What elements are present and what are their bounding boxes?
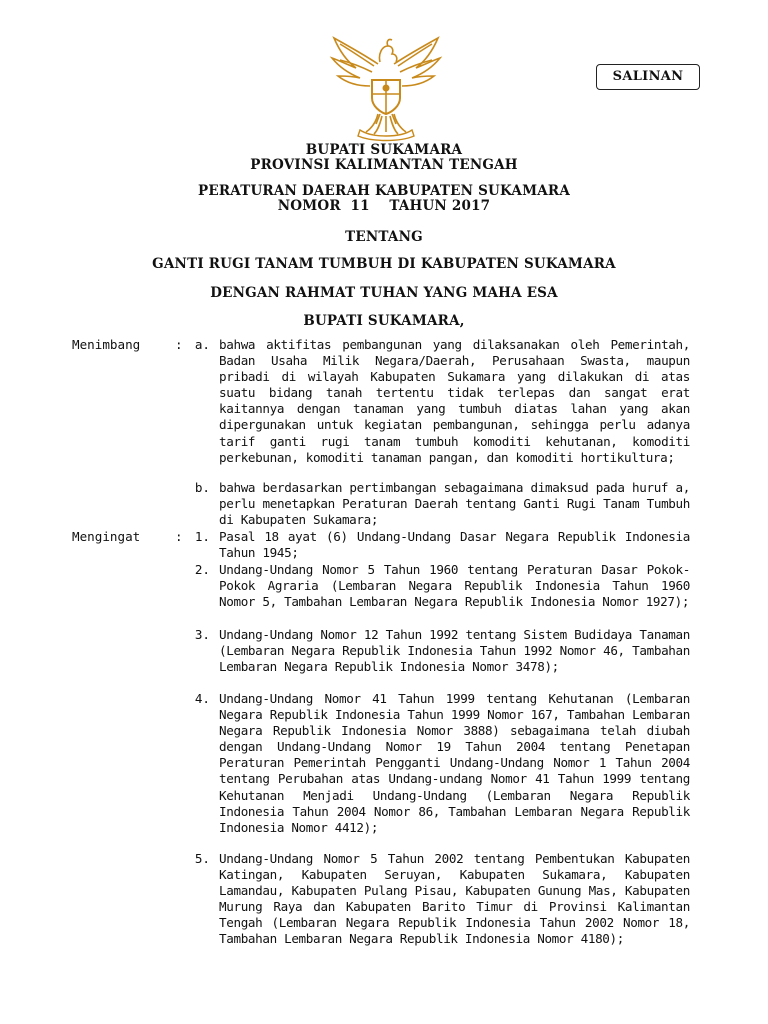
- menimbang-item-a: bahwa aktifitas pembangunan yang dilaksanakan oleh Pemerintah, Badan Usaha Milik Negara/Daerah, Perusahaan Swasta, maupun pribadi di wilayah Kabupaten Sukamara yang dilakukan di atas suatu bidang tanah tertentu tidak terlepas dan sangat erat kaitannya dengan tanaman yang tumbuh diatas lahan yang akan dipergunakan untuk kegiatan pembangunan, sehingga perlu adanya tarif ganti rugi tanam tumbuh komoditi kehutanan, komoditi perkebunan, komoditi tanaman pangan, dan komoditi hortikultura;: [219, 337, 690, 465]
- mengingat-colon: :: [175, 529, 183, 544]
- menimbang-colon: :: [175, 337, 183, 352]
- about-heading: TENTANG: [345, 229, 423, 245]
- mengingat-marker-2: 2.: [194, 562, 210, 577]
- mengingat-marker-3: 3.: [194, 627, 210, 642]
- menimbang-marker-a: a.: [194, 337, 210, 352]
- province-title: PROVINSI KALIMANTAN TENGAH: [250, 157, 518, 173]
- official-title: BUPATI SUKAMARA: [305, 142, 463, 158]
- mengingat-label: Mengingat: [72, 529, 141, 544]
- subject-title: GANTI RUGI TANAM TUMBUH DI KABUPATEN SUKAMARA: [152, 256, 616, 272]
- menimbang-marker-b: b.: [194, 480, 210, 495]
- mengingat-item-5: Undang-Undang Nomor 5 Tahun 2002 tentang Pembentukan Kabupaten Katingan, Kabupaten Seruyan, Kabupaten Sukamara, Kabupaten Lamandau, Kabupaten Pulang Pisau, Kabupaten Gunung Mas, Kabupaten Murung Raya dan Kabupaten Barito Timur di Provinsi Kalimantan Tengah (Lembaran Negara Republik Indonesia Tahun 2002 Nomor 18, Tambahan Lembaran Negara Republik Indonesia Nomor 4180);: [219, 851, 690, 947]
- regulation-title: PERATURAN DAERAH KABUPATEN SUKAMARA: [198, 183, 570, 199]
- mengingat-marker-4: 4.: [194, 691, 210, 706]
- issuer: BUPATI SUKAMARA,: [303, 313, 465, 329]
- mengingat-item-3: Undang-Undang Nomor 12 Tahun 1992 tentang Sistem Budidaya Tanaman (Lembaran Negara Republik Indonesia Tahun 1992 Nomor 46, Tambahan Lembaran Negara Republik Indonesia Nomor 3478);: [219, 627, 690, 675]
- menimbang-label: Menimbang: [72, 337, 141, 352]
- menimbang-item-b: bahwa berdasarkan pertimbangan sebagaimana dimaksud pada huruf a, perlu menetapkan Peraturan Daerah tentang Ganti Rugi Tanam Tumbuh di Kabupaten Sukamara;: [219, 480, 690, 528]
- mengingat-item-2: Undang-Undang Nomor 5 Tahun 1960 tentang Peraturan Dasar Pokok-Pokok Agraria (Lembaran Negara Republik Indonesia Tahun 1960 Nomor 5, Tambahan Lembaran Negara Republik Indonesia Nomor 1927);: [219, 562, 690, 610]
- mengingat-marker-5: 5.: [194, 851, 210, 866]
- mengingat-marker-1: 1.: [194, 529, 210, 544]
- mengingat-item-4: Undang-Undang Nomor 41 Tahun 1999 tentang Kehutanan (Lembaran Negara Republik Indonesia Tahun 1999 Nomor 167, Tambahan Lembaran Negara Republik Indonesia Nomor 3888) sebagaimana telah diubah dengan Undang-Undang Nomor 19 Tahun 2004 tentang Penetapan Peraturan Pemerintah Pengganti Undang-Undang Nomor 1 Tahun 2004 tentang Perubahan atas Undang-undang Nomor 41 Tahun 1999 tentang Kehutanan Menjadi Undang-Undang (Lembaran Negara Republik Indonesia Tahun 2004 Nomor 86, Tambahan Lembaran Negara Republik Indonesia Nomor 4412);: [219, 691, 690, 835]
- garuda-emblem-icon: [326, 34, 446, 142]
- mengingat-item-1: Pasal 18 ayat (6) Undang-Undang Dasar Negara Republik Indonesia Tahun 1945;: [219, 529, 690, 561]
- regulation-number: NOMOR 11 TAHUN 2017: [277, 198, 491, 214]
- invocation: DENGAN RAHMAT TUHAN YANG MAHA ESA: [210, 285, 558, 301]
- salinan-badge: SALINAN: [596, 64, 700, 90]
